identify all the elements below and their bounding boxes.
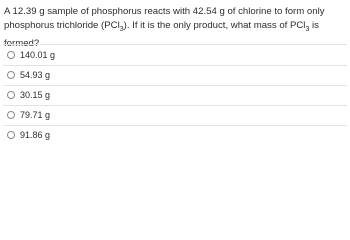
option-label: 140.01 g <box>20 50 56 60</box>
option-4[interactable] <box>0 105 350 125</box>
option-1[interactable] <box>0 45 350 65</box>
radio-button-icon[interactable] <box>7 71 15 79</box>
question-part3: is <box>312 20 319 31</box>
option-label: 30.15 g <box>20 90 51 100</box>
divider <box>3 65 347 66</box>
question-part2: ). If it is the only product, what mass of PCl <box>123 20 306 31</box>
divider <box>3 125 347 126</box>
answer-options <box>0 44 350 145</box>
radio-button-icon[interactable] <box>7 91 15 99</box>
radio-button-icon[interactable] <box>7 131 15 139</box>
radio-button-icon[interactable] <box>7 51 15 59</box>
question-part1: A 12.39 g sample of phosphorus reacts with 42.54 g of chlorine to form only phosphorus trichloride (PCl <box>4 6 325 31</box>
divider <box>3 105 347 106</box>
radio-button-icon[interactable] <box>7 111 15 119</box>
option-3[interactable] <box>0 85 350 105</box>
question-subscript-2: 3 <box>305 25 310 33</box>
option-5[interactable] <box>0 125 350 145</box>
option-label: 79.71 g <box>20 110 51 120</box>
question-subscript-1: 3 <box>119 25 124 33</box>
option-label: 54.93 g <box>20 70 51 80</box>
option-2[interactable] <box>0 65 350 85</box>
option-label: 91.86 g <box>20 130 51 140</box>
divider <box>3 85 347 86</box>
